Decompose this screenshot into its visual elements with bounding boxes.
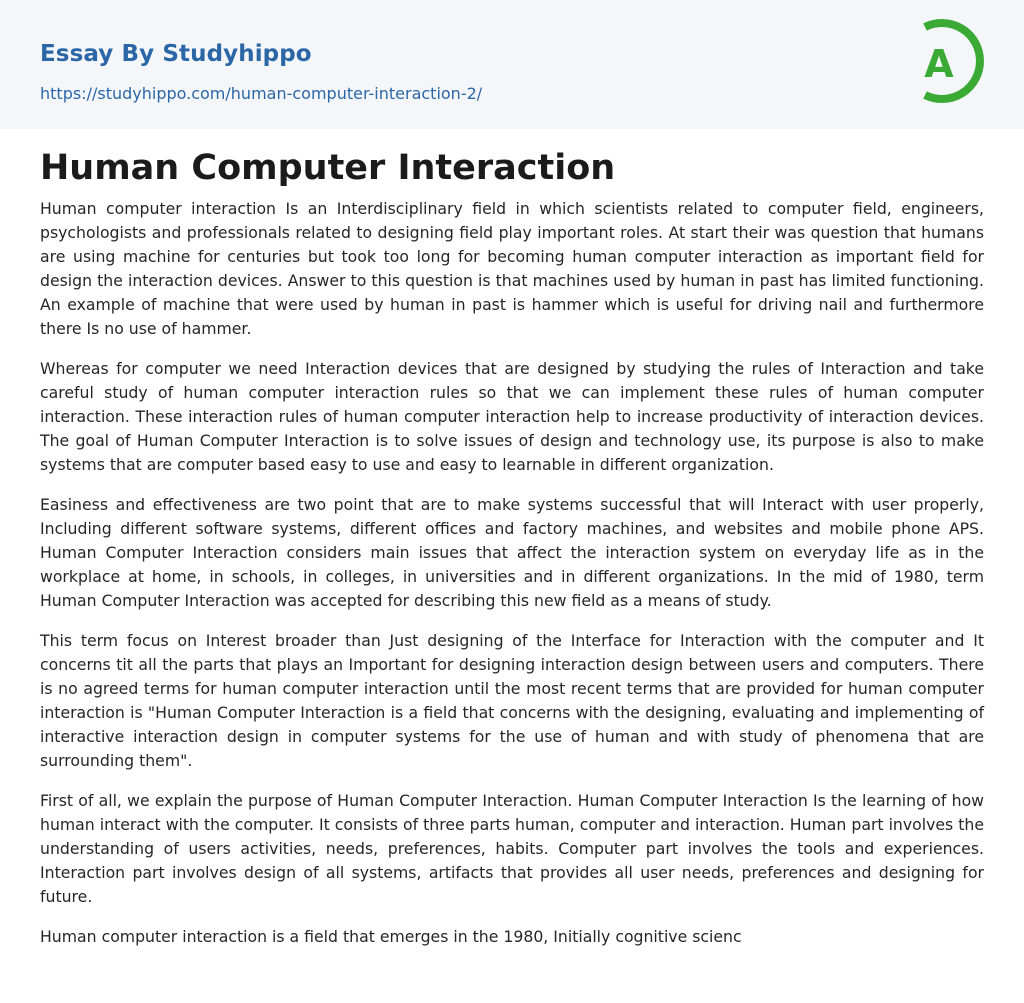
article-paragraph-6: Human computer interaction is a field that emerges in the 1980, Initially cognitive scienc — [40, 927, 742, 946]
article-paragraph-1: Human computer interaction Is an Interdisciplinary field in which scientists related to computer field, engineers, psychologists and professionals related to designing field play important roles. At start their was question that humans are using machine for centuries but took too long for becoming human computer interaction as important field for design the interaction devices. Answer to this question is that machines used by human in past has limited functioning. An example of machine that were used by human in past is hammer which is useful for driving nail and furthermore there Is no use of hammer. — [40, 199, 984, 338]
essay-url-link[interactable]: https://studyhippo.com/human-computer-interaction-2/ — [40, 84, 483, 103]
article — [0, 148, 1024, 949]
site-brand[interactable]: Essay By Studyhippo — [40, 41, 312, 67]
article-title: Human Computer Interaction — [40, 148, 616, 188]
studyhippo-logo[interactable] — [907, 17, 989, 107]
article-paragraph-3: Easiness and effectiveness are two point that are to make systems successful that will Interact with user properly, Including different software systems, different offices and factory machines, and websites and mobile phone APS. Human Computer Interaction considers main issues that affect the interaction system on everyday life as in the workplace at home, in schools, in colleges, in universities and in different organizations. In the mid of 1980, term Human Computer Interaction was accepted for describing this new field as a means of study. — [40, 495, 984, 610]
article-paragraph-2: Whereas for computer we need Interaction devices that are designed by studying the rules of Interaction and take careful study of human computer interaction rules so that we can implement these rules of human computer interaction. These interaction rules of human computer interaction help to increase productivity of interaction devices. The goal of Human Computer Interaction is to solve issues of design and technology use, its purpose is also to make systems that are computer based easy to use and easy to learnable in different organization. — [40, 359, 984, 474]
site-header — [0, 0, 1024, 129]
article-paragraph-4: This term focus on Interest broader than Just designing of the Interface for Interaction with the computer and It concerns tit all the parts that plays an Important for designing interaction design between users and computers. There is no agreed terms for human computer interaction until the most recent terms that are provided for human computer interaction is "Human Computer Interaction is a field that concerns with the designing, evaluating and implementing of interactive interaction design in computer systems for the use of human and with study of phenomena that are surrounding them". — [40, 631, 984, 770]
logo-letter: A — [924, 42, 954, 86]
article-paragraph-5: First of all, we explain the purpose of Human Computer Interaction. Human Computer Interaction Is the learning of how human interact with the computer. It consists of three parts human, computer and interaction. Human part involves the understanding of users activities, needs, preferences, habits. Computer part involves the tools and experiences. Interaction part involves design of all systems, artifacts that provides all user needs, preferences and designing for future. — [40, 791, 984, 906]
